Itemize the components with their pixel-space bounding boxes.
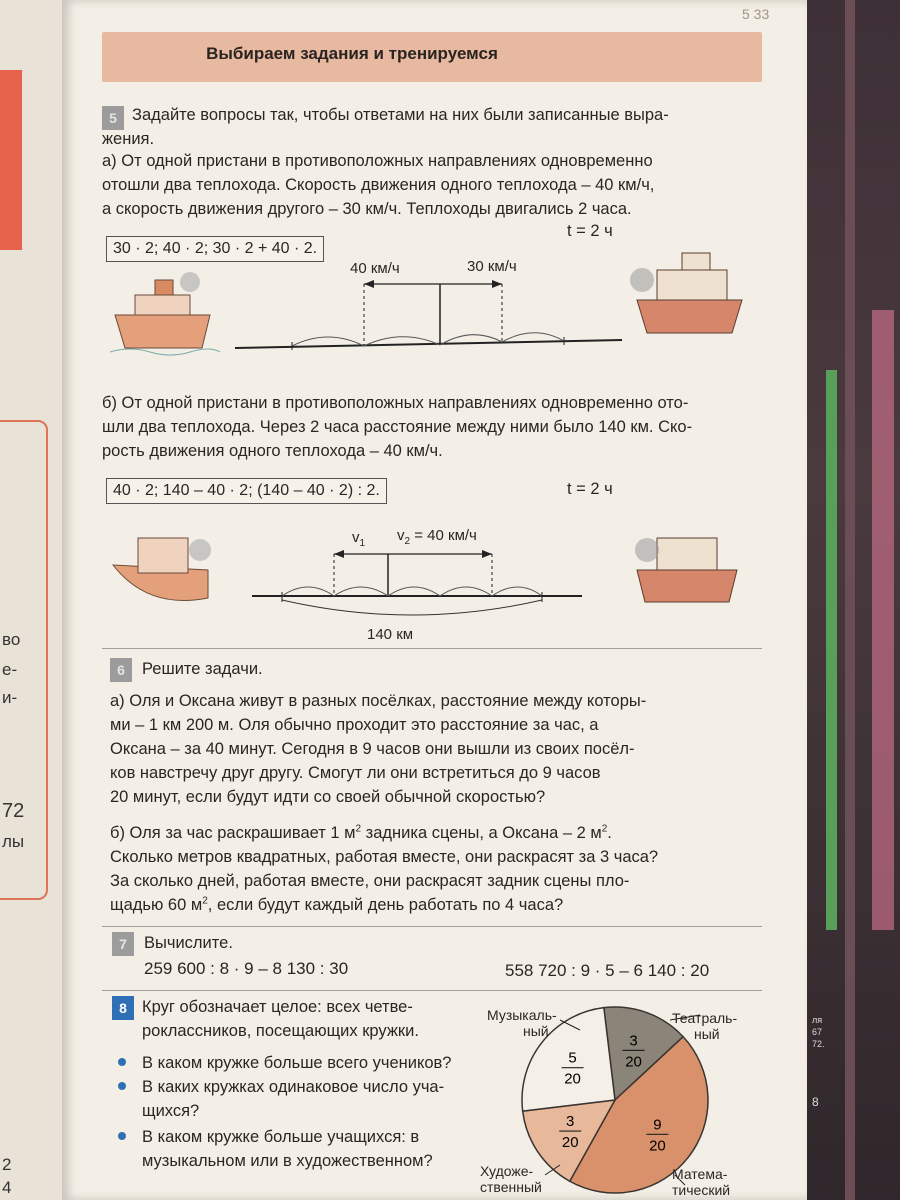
pencil-decoration — [826, 370, 837, 930]
task5a-line: а) От одной пристани в противоположных направлениях одновременно — [102, 152, 653, 170]
left-page-fragment: 2 — [2, 1155, 12, 1174]
ship-illustration — [108, 520, 218, 615]
task6b-line: б) Оля за час раскрашивает 1 $м^2$ задника сцены, а Оксана – 2 $м^2$. — [110, 823, 612, 842]
section-divider — [102, 926, 762, 927]
ship-illustration — [110, 270, 220, 360]
background-object — [872, 310, 894, 930]
ship-illustration — [627, 520, 747, 610]
task5a-time: t = 2 ч — [567, 222, 613, 240]
task5b-line: б) От одной пристани в противоположных направлениях одновременно ото- — [102, 394, 689, 412]
task5b-time: t = 2 ч — [567, 480, 613, 498]
task7-title: Вычислите. — [144, 934, 233, 952]
fraction-numerator: 3 — [566, 1113, 575, 1131]
right-edge-fragment: 67 — [812, 1027, 823, 1037]
task6a-line: ми – 1 км 200 м. Оля обычно проходит это расстояние за час, а — [110, 716, 599, 734]
task6b-line: Сколько метров квадратных, работая вместе, они раскрасят за 3 часа? — [110, 848, 659, 866]
task6a-line: а) Оля и Оксана живут в разных посёлках, расстояние между которы- — [110, 692, 647, 710]
task7-expression: 259 600 : 8 · 9 – 8 130 : 30 — [144, 959, 349, 978]
page-header-title: Выбираем задания и тренируемся — [206, 44, 498, 63]
task5a-line: а скорость движения другого – 30 км/ч. Теплоходы двигались 2 часа. — [102, 200, 632, 218]
slice-label-art: Художе- ственный — [480, 1163, 542, 1195]
right-edge-fragment: 72. — [812, 1039, 825, 1049]
task6-title: Решите задачи. — [142, 660, 263, 678]
task6a-line: ков навстречу друг другу. Смогут ли они встретиться до 9 часов — [110, 764, 601, 782]
task5-intro-line: жения. — [102, 130, 155, 148]
left-page-fragment: во — [2, 630, 21, 649]
task6a-line: Оксана – за 40 минут. Сегодня в 9 часов они вышли из своих посёл- — [110, 740, 635, 758]
task8-question: щихся? — [142, 1102, 200, 1120]
task8-question: музыкальном или в художественном? — [142, 1152, 433, 1170]
task5b-v1: $v_1$ — [352, 529, 366, 549]
left-page-fragment: лы — [2, 832, 25, 851]
task5b-line: рость движения одного теплохода – 40 км/ч. — [102, 442, 443, 460]
bullet-icon — [118, 1058, 126, 1066]
right-edge-fragment: ля — [812, 1015, 823, 1025]
task5a-formula-box: 30 · 2; 40 · 2; 30 · 2 + 40 · 2. — [106, 236, 324, 262]
task8-question: В каком кружке больше всего учеников? — [142, 1054, 452, 1072]
task5b-v2: $v_2 = 40$ км/ч — [397, 527, 477, 547]
task5b-formula-box: 40 · 2; 140 – 40 · 2; (140 – 40 · 2) : 2. — [106, 478, 387, 504]
bullet-icon — [118, 1132, 126, 1140]
adjacent-left-page — [0, 0, 70, 1200]
task6b-line: щадью 60 $м^2$, если будут каждый день работать по 4 часа? — [110, 895, 564, 914]
slice-label-music: Музыкаль- ный — [487, 1007, 557, 1039]
fraction-denominator: 20 — [625, 1053, 642, 1071]
task-number-badge: 5 — [102, 106, 124, 130]
task5b-distance: 140 км — [367, 626, 414, 643]
task8-intro-line: Круг обозначает целое: всех четве- — [142, 998, 413, 1016]
left-page-fragment: 4 — [2, 1178, 12, 1197]
task-number-badge: 7 — [112, 932, 134, 956]
fraction-numerator: 3 — [629, 1032, 638, 1050]
task8-question: В каких кружках одинаковое число уча- — [142, 1078, 445, 1096]
left-page-fragment: е- — [2, 660, 18, 679]
task5a-speed-right: 30 км/ч — [467, 258, 517, 275]
page-corner-number: 5 33 — [742, 6, 770, 22]
fraction-denominator: 20 — [561, 1134, 579, 1152]
section-divider — [102, 648, 762, 649]
task8-question: В каком кружке больше учащихся: в — [142, 1128, 420, 1146]
slice-label-math: Матема- тический — [672, 1166, 731, 1198]
bullet-icon — [118, 1082, 126, 1090]
ship-illustration — [627, 245, 747, 340]
task6a-line: 20 минут, если будут идти со своей обычной скоростью? — [110, 788, 546, 806]
left-page-color-strip — [0, 70, 22, 250]
left-page-fragment: 72 — [2, 800, 25, 822]
background-stripe — [845, 0, 855, 1200]
fraction-denominator: 20 — [564, 1070, 581, 1088]
slice-label-theatre: Театраль- ный — [672, 1010, 738, 1042]
task7-expression: 558 720 : 9 · 5 – 6 140 : 20 — [505, 961, 710, 980]
right-edge-fragment: 8 — [812, 1095, 819, 1109]
fraction-numerator: 5 — [568, 1049, 577, 1067]
left-page-fragment: и- — [2, 688, 18, 707]
task-number-badge: 6 — [110, 658, 132, 682]
task5a-speed-left: 40 км/ч — [350, 260, 400, 277]
fraction-numerator: 9 — [653, 1116, 662, 1134]
fraction-denominator: 20 — [649, 1137, 666, 1155]
task5b-line: шли два теплохода. Через 2 часа расстояние между ними было 140 км. Ско- — [102, 418, 693, 436]
task6b-line: За сколько дней, работая вместе, они раскрасят задник сцены пло- — [110, 872, 630, 890]
task5-intro-line: Задайте вопросы так, чтобы ответами на них были записанные выра- — [132, 106, 669, 124]
task5a-line: отошли два теплохода. Скорость движения одного теплохода – 40 км/ч, — [102, 176, 655, 194]
task8-intro-line: роклассников, посещающих кружки. — [142, 1022, 419, 1040]
task-number-badge: 8 — [112, 996, 134, 1020]
